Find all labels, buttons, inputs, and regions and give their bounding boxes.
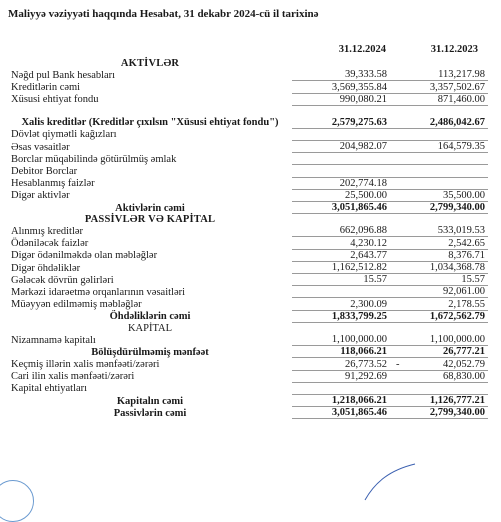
statement-row (8, 225, 488, 237)
statement-row (8, 81, 488, 93)
value-2024: 662,096.88 (292, 225, 390, 237)
statement-row (8, 69, 488, 81)
value-2024: 25,500.00 (292, 189, 390, 201)
value-2024: 1,833,799.25 (292, 310, 390, 322)
statement-row (8, 370, 488, 382)
row-label: Xalis kreditlər (Kreditlər çıxılsın "Xüsusi ehtiyat fondu") (21, 117, 279, 129)
row-label: Digər öhdəliklər (11, 262, 81, 274)
value-2024 (292, 58, 390, 69)
statement-row (8, 286, 488, 298)
value-2023: 92,061.00 (390, 286, 488, 298)
value-2024: 15.57 (292, 274, 390, 286)
column-header-2024: 31.12.2024 (338, 44, 386, 55)
statement-row (8, 140, 488, 152)
row-label: PASSİVLƏR VƏ KAPİTAL (84, 214, 216, 226)
row-label: Mərkəzi idarəetmə orqanlarının vəsaitləri (11, 286, 186, 298)
value-2023-text: 42,052.79 (443, 358, 485, 370)
statement-row (8, 394, 488, 406)
stamp-seal (0, 480, 34, 522)
row-label: AKTİVLƏR (120, 58, 180, 70)
value-2023: 1,672,562.79 (390, 310, 488, 322)
negative-sign: - (396, 358, 400, 370)
value-2024 (292, 286, 390, 298)
statement-row (8, 93, 488, 105)
row-label: Öhdəliklərin cəmi (109, 311, 191, 323)
value-2023 (390, 153, 488, 165)
column-header-2023: 31.12.2023 (430, 44, 478, 55)
value-2023 (390, 58, 488, 69)
financial-statement-table (8, 58, 488, 419)
value-2023: 2,486,042.67 (390, 105, 488, 128)
statement-row (8, 214, 488, 226)
statement-row (8, 153, 488, 165)
column-header-row (0, 44, 501, 58)
statement-row (8, 358, 488, 370)
value-2023: 871,460.00 (390, 93, 488, 105)
value-2024: 3,051,865.46 (292, 407, 390, 419)
value-2023: 2,799,340.00 (390, 201, 488, 213)
value-2024: 4,230.12 (292, 237, 390, 249)
row-label: Əsas vəsaitlər (11, 141, 70, 153)
value-2023: 164,579.35 (390, 140, 488, 152)
statement-row (8, 322, 488, 334)
statement-row (8, 334, 488, 346)
statement-row (8, 346, 488, 358)
statement-row (8, 105, 488, 128)
row-label: Hesablanmış faizlər (11, 178, 95, 190)
value-2024: 2,300.09 (292, 298, 390, 310)
value-2024 (292, 153, 390, 165)
statement-row (8, 237, 488, 249)
statement-row (8, 58, 488, 69)
value-2024: 202,774.18 (292, 177, 390, 189)
value-2023 (390, 358, 488, 370)
value-2023 (390, 165, 488, 177)
row-label: Kapitalın cəmi (116, 395, 184, 407)
value-2024: 39,333.58 (292, 69, 390, 81)
value-2024: 204,982.07 (292, 140, 390, 152)
value-2024 (292, 214, 390, 226)
row-label: KAPİTAL (127, 322, 173, 334)
value-2023 (390, 322, 488, 334)
value-2024: 2,643.77 (292, 249, 390, 261)
value-2024: 1,100,000.00 (292, 334, 390, 346)
row-label: Borclar müqabilində götürülmüş əmlak (11, 153, 177, 165)
value-2023: 26,777.21 (390, 346, 488, 358)
value-2024: 1,218,066.21 (292, 394, 390, 406)
row-label: Nəğd pul Bank hesabları (11, 69, 116, 81)
value-2024: 118,066.21 (292, 346, 390, 358)
value-2023: 1,034,368.78 (390, 261, 488, 273)
value-2023: 8,376.71 (390, 249, 488, 261)
row-label: Müəyyən edilməmiş məbləğlər (11, 299, 142, 311)
row-label: Ödəniləcək faizlər (11, 238, 89, 250)
value-2023 (390, 177, 488, 189)
value-2023: 3,357,502.67 (390, 81, 488, 93)
value-2024 (292, 382, 390, 394)
value-2023: 1,126,777.21 (390, 394, 488, 406)
statement-row (8, 249, 488, 261)
statement-row (8, 128, 488, 140)
row-label: Bölüşdürülməmiş mənfəət (91, 346, 209, 358)
row-label: Keçmiş illərin xalis mənfəəti/zərəri (11, 359, 160, 370)
value-2024: 1,162,512.82 (292, 261, 390, 273)
value-2023: 68,830.00 (390, 370, 488, 382)
row-label: Gələcək dövrün gəlirləri (11, 274, 114, 286)
value-2024: 3,051,865.46 (292, 201, 390, 213)
row-label: Digər ödənilməkdə olan məbləğlər (11, 250, 158, 262)
row-label: Cari ilin xalis mənfəəti/zərəri (11, 371, 135, 383)
statement-row (8, 382, 488, 394)
value-2023: 113,217.98 (390, 69, 488, 81)
value-2023 (390, 214, 488, 226)
row-label: Aktivlərin cəmi (115, 202, 185, 214)
value-2024: 2,579,275.63 (292, 105, 390, 128)
statement-row (8, 165, 488, 177)
row-label: Passivlərin cəmi (113, 407, 187, 419)
row-label: Alınmış kreditlər (11, 225, 84, 237)
value-2023: 15.57 (390, 274, 488, 286)
value-2024 (292, 322, 390, 334)
statement-row (8, 274, 488, 286)
statement-row (8, 407, 488, 419)
statement-row (8, 261, 488, 273)
value-2023 (390, 382, 488, 394)
value-2024: 990,080.21 (292, 93, 390, 105)
value-2024: 3,569,355.84 (292, 81, 390, 93)
value-2024: 26,773.52 (292, 358, 390, 370)
statement-row (8, 310, 488, 322)
value-2023: 533,019.53 (390, 225, 488, 237)
row-label: Kreditlərin cəmi (11, 82, 81, 94)
row-label: Debitor Borclar (11, 166, 78, 177)
value-2023: 2,542.65 (390, 237, 488, 249)
statement-row (8, 298, 488, 310)
statement-title: Maliyyə vəziyyəti haqqında Hesabat, 31 dekabr 2024-cü il tarixinə (8, 8, 319, 20)
value-2024: 91,292.69 (292, 370, 390, 382)
value-2023: 2,799,340.00 (390, 407, 488, 419)
statement-row (8, 189, 488, 201)
row-label: Nizamnamə kapitalı (11, 334, 96, 346)
statement-row (8, 177, 488, 189)
value-2023: 2,178.55 (390, 298, 488, 310)
row-label: Dövlət qiymətli kağızları (11, 129, 117, 141)
signature-mark (360, 462, 420, 502)
value-2024 (292, 165, 390, 177)
value-2023: 35,500.00 (390, 189, 488, 201)
value-2024 (292, 128, 390, 140)
row-label: Xüsusi ehtiyat fondu (11, 94, 99, 106)
row-label: Kapital ehtiyatları (11, 383, 88, 395)
value-2023: 1,100,000.00 (390, 334, 488, 346)
row-label: Digər aktivlər (11, 190, 70, 202)
statement-row (8, 201, 488, 213)
value-2023 (390, 128, 488, 140)
